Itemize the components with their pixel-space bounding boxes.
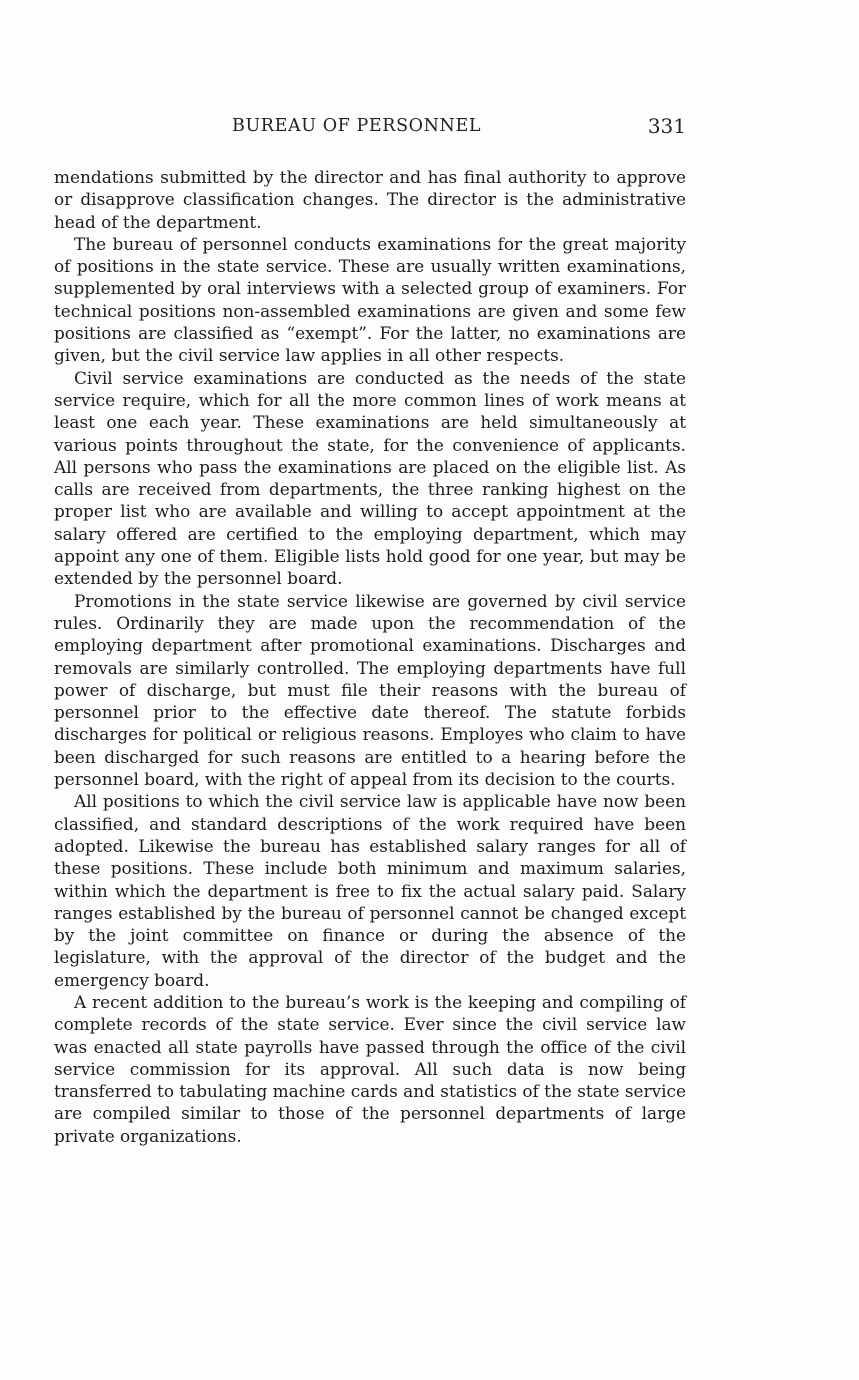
page-number: 331 [647,114,686,138]
paragraph-classification: All positions to which the civil service law is applicable have now been classified, and standard descriptions of the work required have been adopted. Likewise the bureau has established salary ranges for all of these positions. These include both minimum and maximum salaries, within which the department is free to fix the actual salary paid. Salary ranges established by the bureau of personnel cannot be changed except by the joint committee on finance or during the absence of the legislature, with the approval of the director of the budget and the emergency board. [54,791,686,990]
running-head: BUREAU OF PERSONNEL [232,116,482,136]
body-text [54,166,686,1147]
paragraph-records: A recent addition to the bureau’s work is the keeping and compiling of complete records of the state service. Ever since the civil service law was enacted all state payrolls have passed through the office of the civil service commission for its approval. All such data is now being transferred to tabulating machine cards and statistics of the state service are compiled similar to those of the personnel departments of large private organizations. [54,991,687,1146]
paragraph-promotions: Promotions in the state service likewise are governed by civil service rules. Ordinarily they are made upon the recommendation of the employing department after promotional examinations. Discharges and removals are similarly controlled. The employing departments have full power of discharge, but must file their reasons with the bureau of personnel prior to the effective date thereof. The statute forbids discharges for political or religious reasons. Employes who claim to have been discharged for such reasons are entitled to a hearing before the personnel board, with the right of appeal from its decision to the courts. [54,590,686,790]
page-header [54,116,686,142]
paragraph-examinations: The bureau of personnel conducts examinations for the great majority of positions in the state service. These are usually written examinations, supplemented by oral interviews with a selected group of examiners. For technical positions non-assembled examinations are given and some few positions are classified as “exempt”. For the latter, no examinations are given, but the civil service law applies in all other respects. [54,233,686,366]
paragraph-continued: mendations submitted by the director and has final authority to approve or disapprove classification changes. The director is the administrative head of the department. [54,167,686,232]
paragraph-civil-service-exams: Civil service examinations are conducted as the needs of the state service require, which for all the more common lines of work means at least one each year. These examinations are held simultaneously at various points throughout the state, for the convenience of applicants. All persons who pass the examinations are placed on the eligible list. As calls are received from departments, the three ranking highest on the proper list who are available and willing to accept appointment at the salary offered are certified to the employing department, which may appoint any one of them. Eligible lists hold good for one year, but may be extended by the personnel board. [54,367,686,589]
